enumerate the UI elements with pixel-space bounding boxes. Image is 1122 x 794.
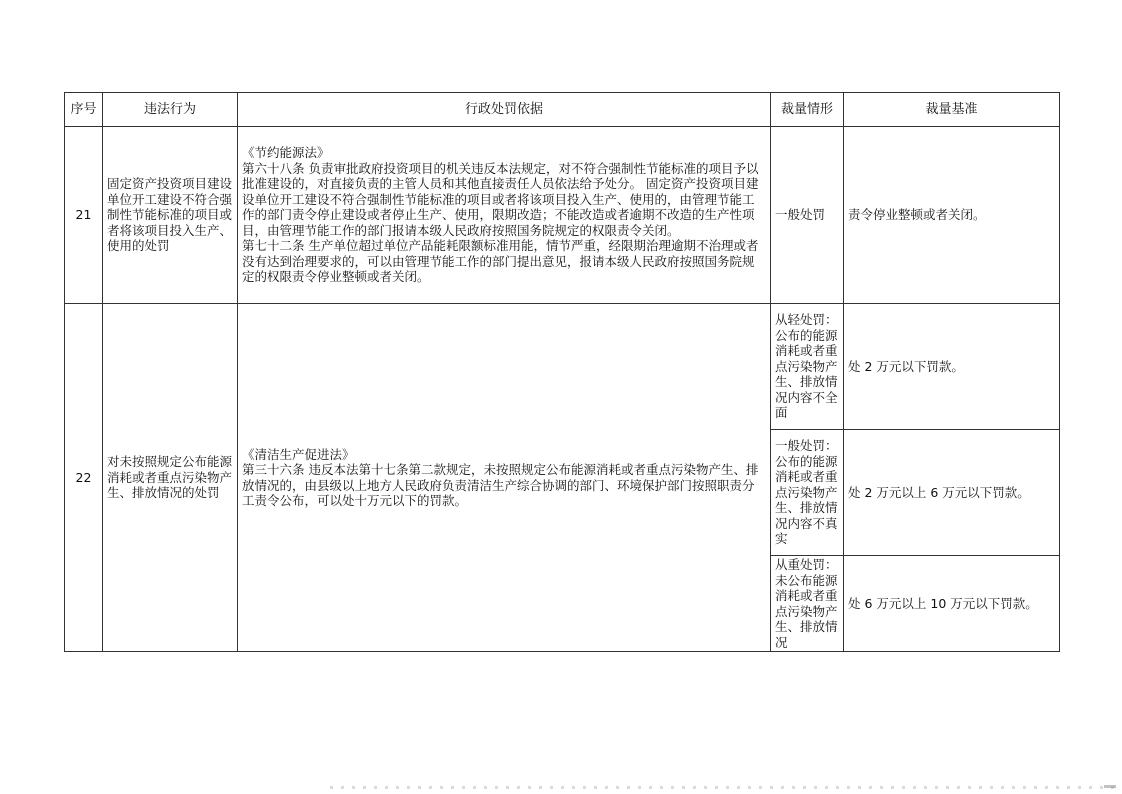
legal-basis-cell — [238, 127, 771, 304]
discretion-standard: 责令停业整顿或者关闭。 — [844, 127, 1060, 304]
law-article: 第七十二条 生产单位超过单位产品能耗限额标准用能，情节严重，经限期治理逾期不治理或者没有达到治理要求的，可以由管理节能工作的部门提出意见，报请本级人民政府按照国务院规定的权限责令停业整顿或者关闭。 — [242, 238, 759, 285]
legal-basis-cell — [238, 304, 771, 652]
discretion-standard: 处 2 万元以上 6 万元以下罚款。 — [844, 430, 1060, 556]
row-number: 22 — [65, 304, 103, 652]
header-condition: 裁量情形 — [771, 93, 844, 127]
discretion-condition: 从重处罚：未公布能源消耗或者重点污染物产生、排放情况 — [771, 556, 844, 652]
header-basis: 行政处罚依据 — [238, 93, 771, 127]
penalty-table — [64, 92, 1060, 652]
violation-cell: 对未按照规定公布能源消耗或者重点污染物产生、排放情况的处罚 — [103, 304, 238, 652]
discretion-condition: 从轻处罚：公布的能源消耗或者重点污染物产生、排放情况内容不全面 — [771, 304, 844, 430]
violation-cell: 固定资产投资项目建设单位开工建设不符合强制性节能标准的项目或者将该项目投入生产、使用的处罚 — [103, 127, 238, 304]
law-article: 第三十六条 违反本法第十七条第二款规定，未按照规定公布能源消耗或者重点污染物产生、排放情况的，由县级以上地方人民政府负责清洁生产综合协调的部门、环境保护部门按照职责分工责令公布，可以处十万元以下的罚款。 — [242, 462, 759, 508]
discretion-condition: 一般处罚 — [771, 127, 844, 304]
law-title: 《清洁生产促进法》 — [242, 446, 355, 462]
scan-noise — [330, 786, 1120, 789]
discretion-standard: 处 2 万元以下罚款。 — [844, 304, 1060, 430]
row-number: 21 — [65, 127, 103, 304]
table-row — [65, 127, 1060, 304]
law-article: 第六十八条 负责审批政府投资项目的机关违反本法规定，对不符合强制性节能标准的项目予以批准建设的，对直接负责的主管人员和其他直接责任人员依法给予处分。 固定资产投资项目建设单位开工建设不符合强制性节能标准的项目或者将该项目投入生产、使用的，由管理节能工作的部门责令停止建设或者停止生产、使用，限期改造；不能改造或者逾期不改造的生产性项目，由管理节能工作的部门报请本级人民政府按照国务院规定的权限责令关闭。 — [242, 160, 759, 238]
header-no: 序号 — [65, 93, 103, 127]
table-row — [65, 304, 1060, 430]
scan-mark — [1104, 785, 1116, 788]
header-act: 违法行为 — [103, 93, 238, 127]
table-header-row — [65, 93, 1060, 127]
discretion-condition: 一般处罚：公布的能源消耗或者重点污染物产生、排放情况内容不真实 — [771, 430, 844, 556]
law-title: 《节约能源法》 — [242, 145, 330, 161]
header-standard: 裁量基准 — [844, 93, 1060, 127]
discretion-standard: 处 6 万元以上 10 万元以下罚款。 — [844, 556, 1060, 652]
